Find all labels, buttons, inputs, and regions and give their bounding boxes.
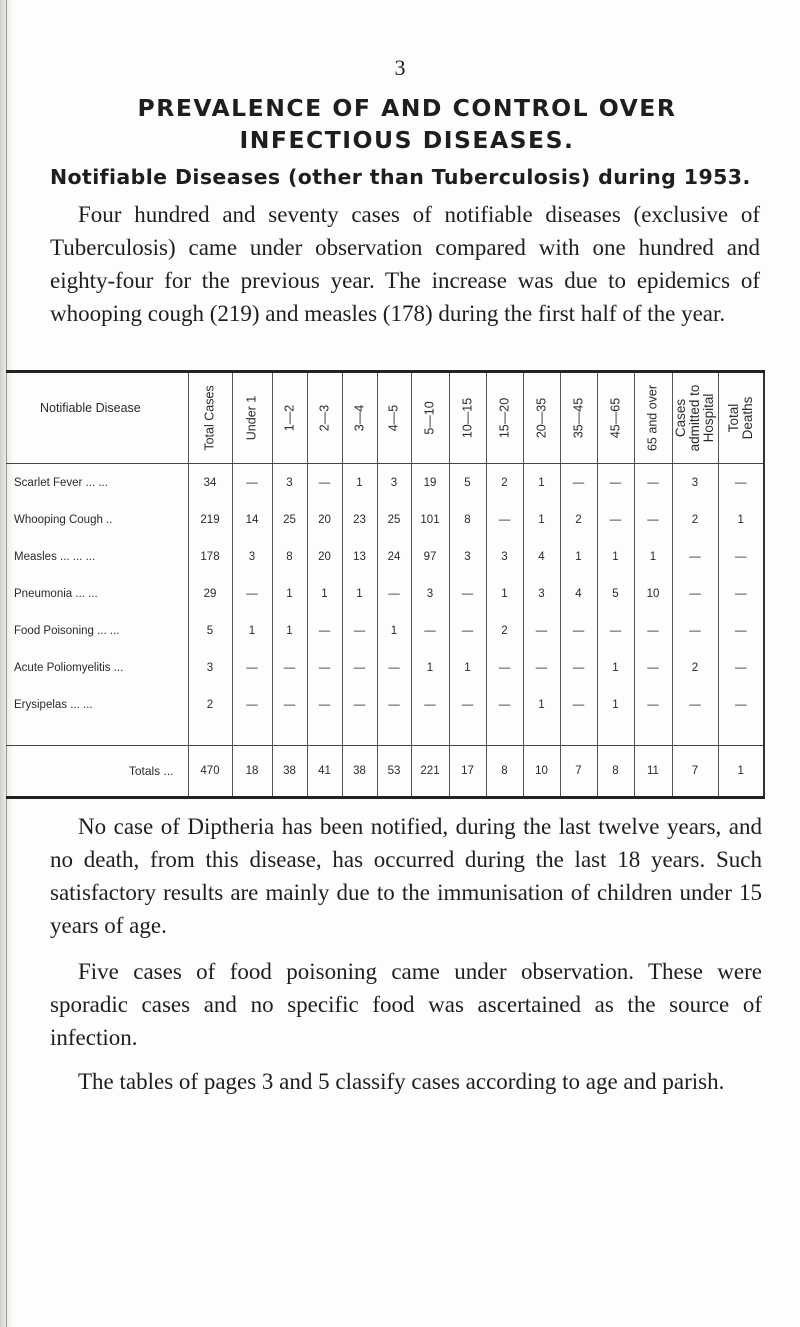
table-cell: — xyxy=(307,649,342,686)
table-cell: 3 xyxy=(672,464,718,502)
table-cell: 1 xyxy=(718,501,764,538)
total-cell: 17 xyxy=(449,746,486,798)
table-cell: 1 xyxy=(232,612,272,649)
disease-name-cell: Acute Poliomyelitis ... xyxy=(14,661,124,674)
total-cell: 7 xyxy=(672,746,718,798)
table-cell: 3 xyxy=(377,464,411,502)
table-cell: — xyxy=(672,686,718,723)
table-cell: — xyxy=(377,686,411,723)
table-cell: 20 xyxy=(307,501,342,538)
table-header-row xyxy=(6,372,764,464)
table-cell: 1 xyxy=(597,649,634,686)
food-poisoning-paragraph: Five cases of food poisoning came under observation. These were sporadic cases and no specific food was ascertained as the source of infection. xyxy=(50,959,762,1050)
column-header: 5—10 xyxy=(411,372,449,464)
total-cell: 1 xyxy=(718,746,764,798)
table-cell: — xyxy=(307,612,342,649)
table-cell: 2 xyxy=(560,501,597,538)
table-cell: 19 xyxy=(411,464,449,502)
intro-paragraph: Four hundred and seventy cases of notifiable diseases (exclusive of Tuberculosis) came under observation compared with one hundred and eighty-four for the previous year. The increase was due to epidemics of whooping cough (219) and measles (178) during the first half of the year. xyxy=(50,202,760,326)
table-cell: 4 xyxy=(523,538,560,575)
table-cell: 20 xyxy=(307,538,342,575)
table-cell: 14 xyxy=(232,501,272,538)
table-cell: — xyxy=(634,464,672,502)
table-cell: 1 xyxy=(272,575,307,612)
table-cell: — xyxy=(486,649,523,686)
table-cell: — xyxy=(377,649,411,686)
disease-name-cell: Food Poisoning ... ... xyxy=(14,624,120,637)
table-cell: — xyxy=(232,575,272,612)
table-cell: 13 xyxy=(342,538,377,575)
total-cell: 53 xyxy=(377,746,411,798)
table-cell: 24 xyxy=(377,538,411,575)
notifiable-diseases-table xyxy=(6,370,765,799)
total-cell: 8 xyxy=(597,746,634,798)
total-cell: 38 xyxy=(342,746,377,798)
table-cell: — xyxy=(486,686,523,723)
table-cell: 1 xyxy=(597,686,634,723)
table-cell: 29 xyxy=(188,575,232,612)
table-cell: — xyxy=(634,501,672,538)
table-row xyxy=(6,464,764,502)
table-cell: 5 xyxy=(597,575,634,612)
table-cell: — xyxy=(342,612,377,649)
table-cell: — xyxy=(232,464,272,502)
table-cell: — xyxy=(560,612,597,649)
table-row xyxy=(6,649,764,686)
table-cell: 8 xyxy=(449,501,486,538)
tables-reference-paragraph: The tables of pages 3 and 5 classify cases according to age and parish. xyxy=(78,1069,725,1094)
table-cell: 178 xyxy=(188,538,232,575)
table-cell: 3 xyxy=(486,538,523,575)
table-cell: 1 xyxy=(307,575,342,612)
table-cell: — xyxy=(272,686,307,723)
table-cell: — xyxy=(272,649,307,686)
page-number: 3 xyxy=(394,55,406,80)
table-cell: 1 xyxy=(272,612,307,649)
table-cell: — xyxy=(634,686,672,723)
column-header: Under 1 xyxy=(232,372,272,464)
table-cell: — xyxy=(232,686,272,723)
column-header: 45—65 xyxy=(597,372,634,464)
column-header: 2—3 xyxy=(307,372,342,464)
notifiable-diseases-table-wrapper xyxy=(6,370,764,799)
column-header: 1—2 xyxy=(272,372,307,464)
table-cell: — xyxy=(449,575,486,612)
table-cell: 25 xyxy=(272,501,307,538)
column-header: 35—45 xyxy=(560,372,597,464)
table-cell: 2 xyxy=(486,612,523,649)
table-cell: — xyxy=(411,686,449,723)
table-cell: 1 xyxy=(523,464,560,502)
table-cell: 2 xyxy=(672,501,718,538)
section-subheading: Notifiable Diseases (other than Tuberculosis) during 1953. xyxy=(50,165,751,189)
table-cell: — xyxy=(597,464,634,502)
total-cell: 11 xyxy=(634,746,672,798)
table-cell: — xyxy=(523,612,560,649)
total-cell: 18 xyxy=(232,746,272,798)
table-cell: 10 xyxy=(634,575,672,612)
table-cell: — xyxy=(672,538,718,575)
table-cell: 3 xyxy=(411,575,449,612)
table-row xyxy=(6,538,764,575)
table-cell: — xyxy=(486,501,523,538)
table-cell: 25 xyxy=(377,501,411,538)
table-row xyxy=(6,612,764,649)
table-cell: — xyxy=(560,649,597,686)
table-cell: 3 xyxy=(188,649,232,686)
table-cell: — xyxy=(449,612,486,649)
table-cell: 1 xyxy=(597,538,634,575)
table-cell: — xyxy=(411,612,449,649)
total-cell: 10 xyxy=(523,746,560,798)
table-cell: 3 xyxy=(449,538,486,575)
table-cell: 3 xyxy=(272,464,307,502)
table-cell: 1 xyxy=(523,501,560,538)
column-header: Total Cases xyxy=(188,372,232,464)
table-cell: 1 xyxy=(486,575,523,612)
table-cell: — xyxy=(634,612,672,649)
table-cell: 2 xyxy=(672,649,718,686)
table-cell: 1 xyxy=(523,686,560,723)
table-cell: — xyxy=(342,649,377,686)
table-cell: — xyxy=(449,686,486,723)
table-cell: 2 xyxy=(486,464,523,502)
column-header: 10—15 xyxy=(449,372,486,464)
total-cell: 470 xyxy=(188,746,232,798)
column-header: 15—20 xyxy=(486,372,523,464)
table-cell: — xyxy=(672,612,718,649)
table-cell: 219 xyxy=(188,501,232,538)
column-header: 65 and over xyxy=(634,372,672,464)
table-cell: 97 xyxy=(411,538,449,575)
disease-column-header: Notifiable Disease xyxy=(6,372,188,464)
totals-label: Totals ... xyxy=(6,746,188,798)
table-cell: — xyxy=(718,538,764,575)
table-cell: — xyxy=(597,501,634,538)
table-row xyxy=(6,501,764,538)
total-cell: 41 xyxy=(307,746,342,798)
table-cell: — xyxy=(560,464,597,502)
disease-name-cell: Measles ... ... ... xyxy=(14,550,96,563)
table-cell: — xyxy=(523,649,560,686)
table-cell: — xyxy=(232,649,272,686)
table-cell: — xyxy=(718,464,764,502)
column-header: 20—35 xyxy=(523,372,560,464)
table-cell: 1 xyxy=(560,538,597,575)
table-cell: 8 xyxy=(272,538,307,575)
table-cell: — xyxy=(718,686,764,723)
table-cell: — xyxy=(560,686,597,723)
table-cell: 23 xyxy=(342,501,377,538)
total-cell: 221 xyxy=(411,746,449,798)
table-cell: — xyxy=(718,612,764,649)
table-cell: 5 xyxy=(449,464,486,502)
table-cell: — xyxy=(718,649,764,686)
table-row xyxy=(6,686,764,723)
total-cell: 38 xyxy=(272,746,307,798)
table-row xyxy=(6,575,764,612)
page-title: PREVALENCE OF AND CONTROL OVER INFECTIOUS DISEASES. xyxy=(137,94,677,154)
column-header: 4—5 xyxy=(377,372,411,464)
disease-name-cell: Erysipelas ... ... xyxy=(14,698,93,711)
table-cell: — xyxy=(342,686,377,723)
table-cell: 1 xyxy=(377,612,411,649)
table-cell: 1 xyxy=(342,464,377,502)
table-cell: 3 xyxy=(523,575,560,612)
table-cell: 2 xyxy=(188,686,232,723)
disease-name-cell: Pneumonia ... ... xyxy=(14,587,98,600)
table-cell: — xyxy=(307,464,342,502)
total-cell: 8 xyxy=(486,746,523,798)
table-cell: — xyxy=(718,575,764,612)
table-cell: — xyxy=(634,649,672,686)
total-cell: 7 xyxy=(560,746,597,798)
table-cell: 1 xyxy=(449,649,486,686)
table-totals-row xyxy=(6,746,764,798)
table-cell: — xyxy=(597,612,634,649)
diphtheria-paragraph: No case of Diptheria has been notified, during the last twelve years, and no death, from this disease, has occurred during the last 18 years. Such satisfactory results are mainly due to the immunisation of children under 15 years of age. xyxy=(50,814,762,938)
table-cell: 1 xyxy=(411,649,449,686)
table-cell: — xyxy=(672,575,718,612)
table-cell: — xyxy=(377,575,411,612)
table-cell: 34 xyxy=(188,464,232,502)
disease-name-cell: Scarlet Fever ... ... xyxy=(14,476,108,489)
table-spacer-row xyxy=(6,723,764,746)
table-cell: 1 xyxy=(634,538,672,575)
column-header: 3—4 xyxy=(342,372,377,464)
column-header: Total Deaths xyxy=(718,372,764,464)
table-cell: 101 xyxy=(411,501,449,538)
table-cell: — xyxy=(307,686,342,723)
table-cell: 5 xyxy=(188,612,232,649)
table-cell: 3 xyxy=(232,538,272,575)
disease-name-cell: Whooping Cough .. xyxy=(14,513,113,526)
column-header: Cases admitted to Hospital xyxy=(672,372,718,464)
table-cell: 1 xyxy=(342,575,377,612)
table-cell: 4 xyxy=(560,575,597,612)
